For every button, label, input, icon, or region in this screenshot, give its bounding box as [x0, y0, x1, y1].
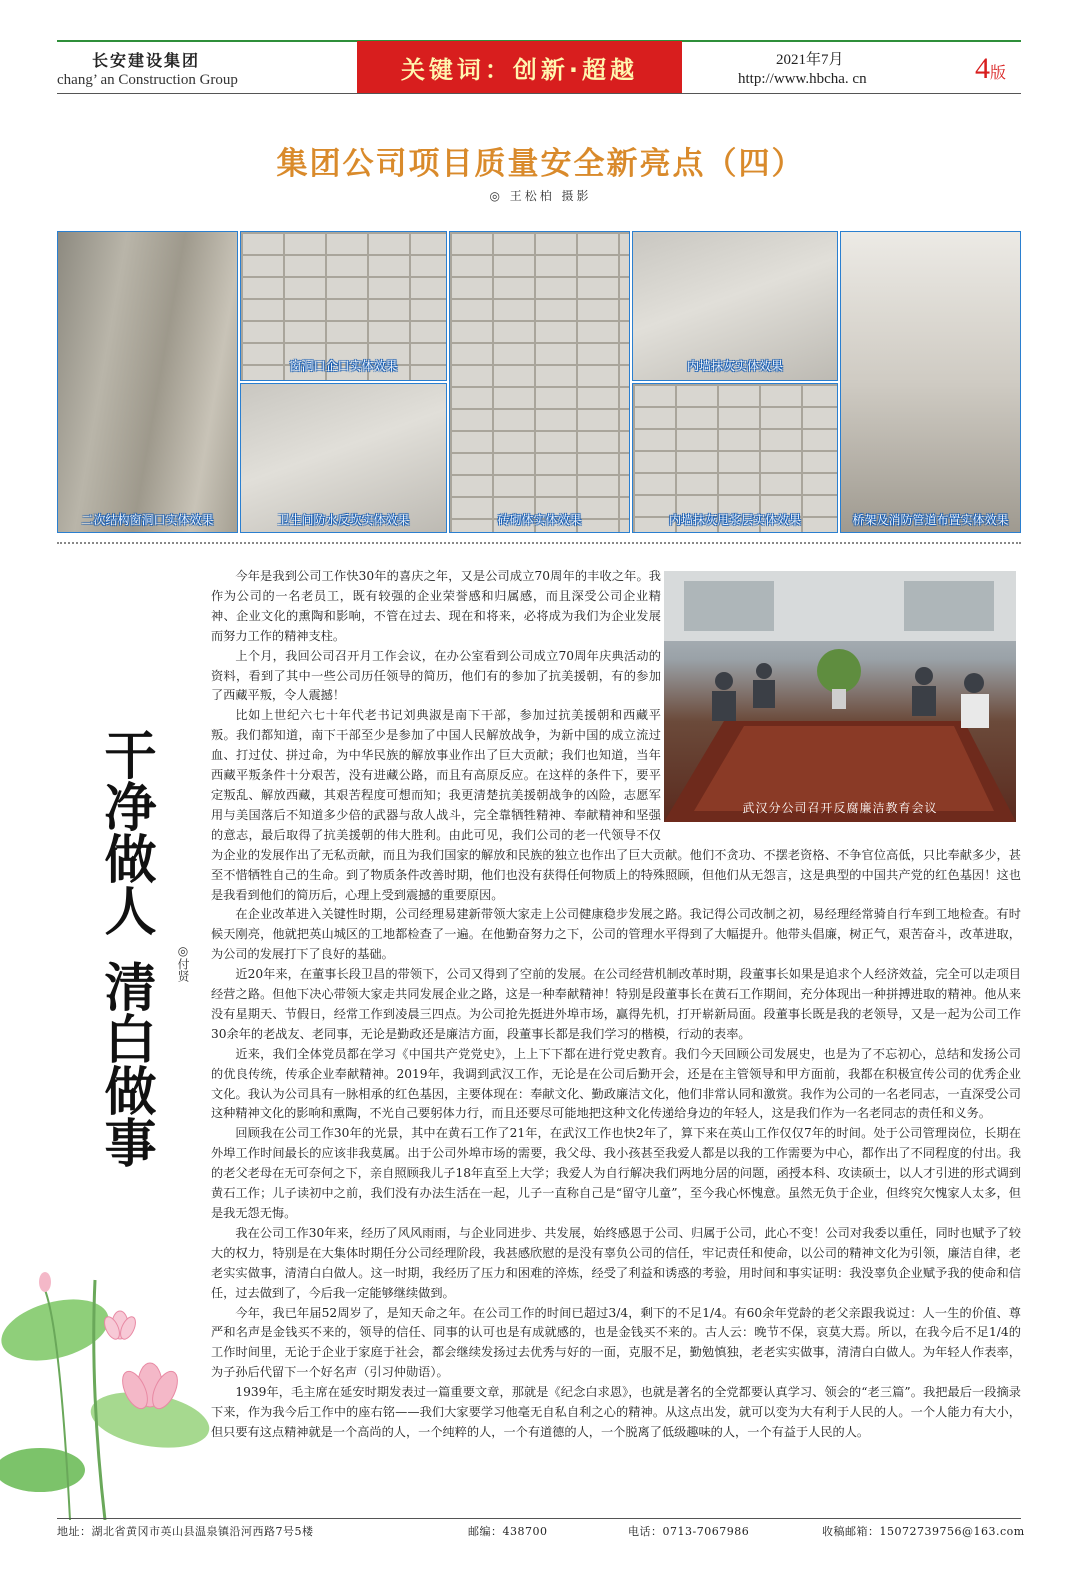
- footer-postcode: 邮编：438700: [468, 1525, 548, 1538]
- article-author: ◎付贤: [176, 944, 190, 982]
- photo-caption: 卫生间防水反坎实体效果: [277, 513, 410, 527]
- edition-num: 4: [975, 52, 990, 85]
- footer-address: 地址：湖北省黄冈市英山县温泉镇沿河西路7号5楼: [57, 1525, 314, 1538]
- photo-window-opening[interactable]: [57, 231, 238, 533]
- photo-window-rebate[interactable]: [240, 231, 447, 381]
- brand-name-en: chang’ an Construction Group: [57, 72, 238, 88]
- photo-caption: 砖砌体实体效果: [497, 513, 582, 527]
- article-title: [95, 728, 155, 1168]
- meeting-photo-caption: 武汉分公司召开反腐廉洁教育会议: [742, 801, 938, 815]
- photo-grid: [57, 231, 1021, 533]
- article-paragraph: 近20年来，在董事长段卫昌的带领下，公司又得到了空前的发展。在公司经营机制改革时期，段董事长如果是追求个人经济效益，完全可以走项目经营之路。但他下决心带领大家走共同发展企业之路，这是一种奉献精神！特别是段董事长在黄石工作期间，充分体现出一种拼搏进取的精神。他从来没有星期天、节假日，经常工作到凌晨三四点。为公司抢先挺进外埠市场，赢得先机，打开崭新局面。段董事长既是我的老领导，又是一起为公司工作30余年的老战友、老同事，无论是勤政还是廉洁方面，段董事长都是我们学习的楷模，行动的表率。: [211, 967, 1021, 1041]
- photo-caption: 二次结构窗洞口实体效果: [81, 513, 214, 527]
- article-title-line2: 清白做事: [95, 960, 155, 1168]
- article-paragraph: 今年是我到公司工作快30年的喜庆之年，又是公司成立70周年的丰收之年。我作为公司的一名老员工，既有较强的企业荣誉感和归属感，而且深受公司企业精神、企业文化的熏陶和影响，不管在过去、现在和将来，必将成为我们为企业发展而努力工作的精神支柱。: [211, 569, 661, 643]
- lotus-decoration-icon: [0, 1270, 210, 1520]
- article-paragraph: 我在公司工作30年来，经历了风风雨雨，与企业同进步、共发展，始终感恩于公司、归属于公司，此心不变！公司对我委以重任，同时也赋予了较大的权力，特别是在大集体时期任分公司经理阶段，我甚感欣慰的是没有辜负公司的信任，牢记责任和使命，以公司的精神文化为引领，廉洁自律，老老实实做事，清清白白做人。这一时期，我经历了压力和困难的淬炼，经受了利益和诱惑的考验，用时间和事实证明：我没辜负企业赋予我的使命和信任，过去做到了，今后我一定能够继续做到。: [211, 1225, 1021, 1300]
- article-paragraph: 近来，我们全体党员都在学习《中国共产党党史》，上上下下都在进行党史教育。我们今天回顾公司发展史，也是为了不忘初心，总结和发扬公司的优良传统，传承企业奉献精神。2019年，我调到武汉工作，无论是在公司后勤开会，还是在主管领导和甲方面前，我都在积极宣传公司的优秀企业文化。我认为公司具有一脉相承的红色基因，主要体现在：奉献文化、勤政廉洁文化，他们非常认同和激赏。我作为公司的一名老同志，一直深受公司这种精神文化的影响和熏陶，不光自己要躬体力行，而且还要尽可能地把这种文化传递给身边的年轻人，这是我们作为一名老同志的责任和义务。: [211, 1046, 1021, 1121]
- article-paragraph: 1939年，毛主席在延安时期发表过一篇重要文章，那就是《纪念白求恩》，也就是著名的全党都要认真学习、领会的“老三篇”。我把最后一段摘录下来，作为我今后工作中的座右铭——我们大家要学习他毫无自私自利之心的精神。从这点出发，就可以变为大有利于人民的人。一个人能力有大小，但只要有这点精神就是一个高尚的人，一个纯粹的人，一个有道德的人，一个脱离了低级趣味的人，一个有益于人民的人。: [211, 1385, 1021, 1439]
- photo-caption: 内墙抹灰实体效果: [686, 359, 783, 373]
- article-body: [211, 567, 1021, 1443]
- photo-brick-masonry[interactable]: [449, 231, 630, 533]
- article-title-line1: 干净做人: [95, 728, 155, 936]
- issue-date: 2021年7月: [776, 52, 844, 68]
- photo-wall-plaster[interactable]: [632, 231, 838, 381]
- photo-wrap-space: [661, 567, 1021, 839]
- photo-caption: 窗洞口企口实体效果: [289, 359, 398, 373]
- section-divider: [57, 542, 1021, 544]
- photo-caption: 桥架及消防管道布置实体效果: [852, 513, 1009, 527]
- article-paragraph: 上个月，我回公司召开月工作会议，在办公室看到公司成立70周年庆典活动的资料，看到了其中一些公司历任领导的简历，他们有的参加了抗美援朝，有的参加了西藏平叛，令人震撼！: [211, 648, 661, 703]
- brand-name-cn: 长安建设集团: [92, 51, 201, 70]
- photo-plaster-base-coat[interactable]: [632, 383, 838, 533]
- photo-cable-tray[interactable]: [840, 231, 1021, 533]
- footer-email[interactable]: 收稿邮箱：15072739756@163.com: [822, 1525, 1025, 1538]
- edition-unit: 版: [990, 65, 1007, 82]
- feature-title: 集团公司项目质量安全新亮点（四）: [276, 146, 805, 182]
- header-bottom-rule: [57, 93, 1021, 94]
- website-link[interactable]: http://www.hbcha. cn: [738, 71, 867, 87]
- footer-rule: [57, 1518, 1021, 1519]
- photo-bathroom-curb[interactable]: [240, 383, 447, 533]
- article-paragraph: 比如上世纪六七十年代老书记刘典淑是南下干部，参加过抗美援朝和西藏平叛。我们都知道，南下干部至少是参加了中国人民解放战争，为新中国的成立流过血、打过仗、拼过命，为中华民族的解放事业作出了巨大贡献；我们也知道，当年西藏平叛条件十分艰苦，没有进藏公路，而且有高原反应。在这样的条件下，要平定叛乱、解放西藏，其艰苦程度可想而知；我更清楚抗美援朝战争的凶险，志愿军用与美国落后不知道多少倍的武器与敌人战斗，完全靠牺牲精神、奉献精神和坚强的意志，最后取得了抗美援朝的伟大胜利。由此可见，我们公司的老一代领导不仅为企业的发展作出了无私贡献，而且为我们国家的解放和民族的独立也作出了巨大贡献。他们不贪功、不摆老资格、不争官位高低，只比奉献多少，甚至不惜牺牲自己的生命。到了物质条件改善时期，他们也没有获得任何物质上的特殊照顾，但他们从无怨言，这是典型的中国共产党的红色基因！这也是我看到他们的简历后，心理上受到震撼的重要原因。: [211, 708, 1021, 902]
- article-paragraph: 今年，我已年届52周岁了，是知天命之年。在公司工作的时间已超过3/4，剩下的不足1/4。有60余年党龄的老父亲跟我说过：人一生的价值、尊严和名声是金钱买不来的，领导的信任、同事的认可也是有成就感的，也是金钱买不来的。古人云：晚节不保，哀莫大焉。所以，在我今后不足1/4的工作时间里，无论于企业于家庭于社会，都会继续发扬过去优秀与好的一面，克服不足，勤勉慎独，老老实实做事，清清白白做人。为年轻人作表率，为子孙后代留下一个好名声（引习仲勋语）。: [211, 1305, 1021, 1380]
- keyword-banner: 关键词：创新·超越: [357, 41, 682, 93]
- photo-caption: 内墙抹灰甩浆层实体效果: [668, 513, 801, 527]
- article-paragraph: 回顾我在公司工作30年的光景，其中在黄石工作了21年，在武汉工作也快2年了，算下来在英山工作仅仅7年的时间。处于公司管理岗位，长期在外埠工作时间最长的应该非我莫属。出于公司外埠市场的需要，我父母、我小孩甚至我爱人都是以我的工作需要为中心，都作出了不同程度的付出。我的老父老母在无可奈何之下，亲自照顾我儿子18年直至上大学；我爱人为自行解决我们两地分居的问题，函授本科、攻读硕士，以人才引进的形式调到黄石工作；儿子读初中之前，我们没有办法生活在一起，儿子一直称自己是“留守儿童”，至今我心怀愧意。虽然无负于企业，但终究欠愧家人太多，但是我无怨无悔。: [211, 1126, 1021, 1220]
- footer-phone: 电话：0713-7067986: [628, 1525, 750, 1538]
- edition-number: [975, 52, 1006, 86]
- photo-credit: ◎ 王松柏 摄影: [489, 189, 592, 203]
- article-paragraph: 在企业改革进入关键性时期，公司经理易建新带领大家走上公司健康稳步发展之路。我记得公司改制之初，易经理经常骑自行车到工地检查。有时候天刚亮，他就把英山城区的工地都检查了一遍。在他勤奋努力之下，公司的管理水平得到了大幅提升。他带头倡廉，树正气，艰苦奋斗，改革进取，为公司的发展打下了良好的基础。: [211, 907, 1021, 962]
